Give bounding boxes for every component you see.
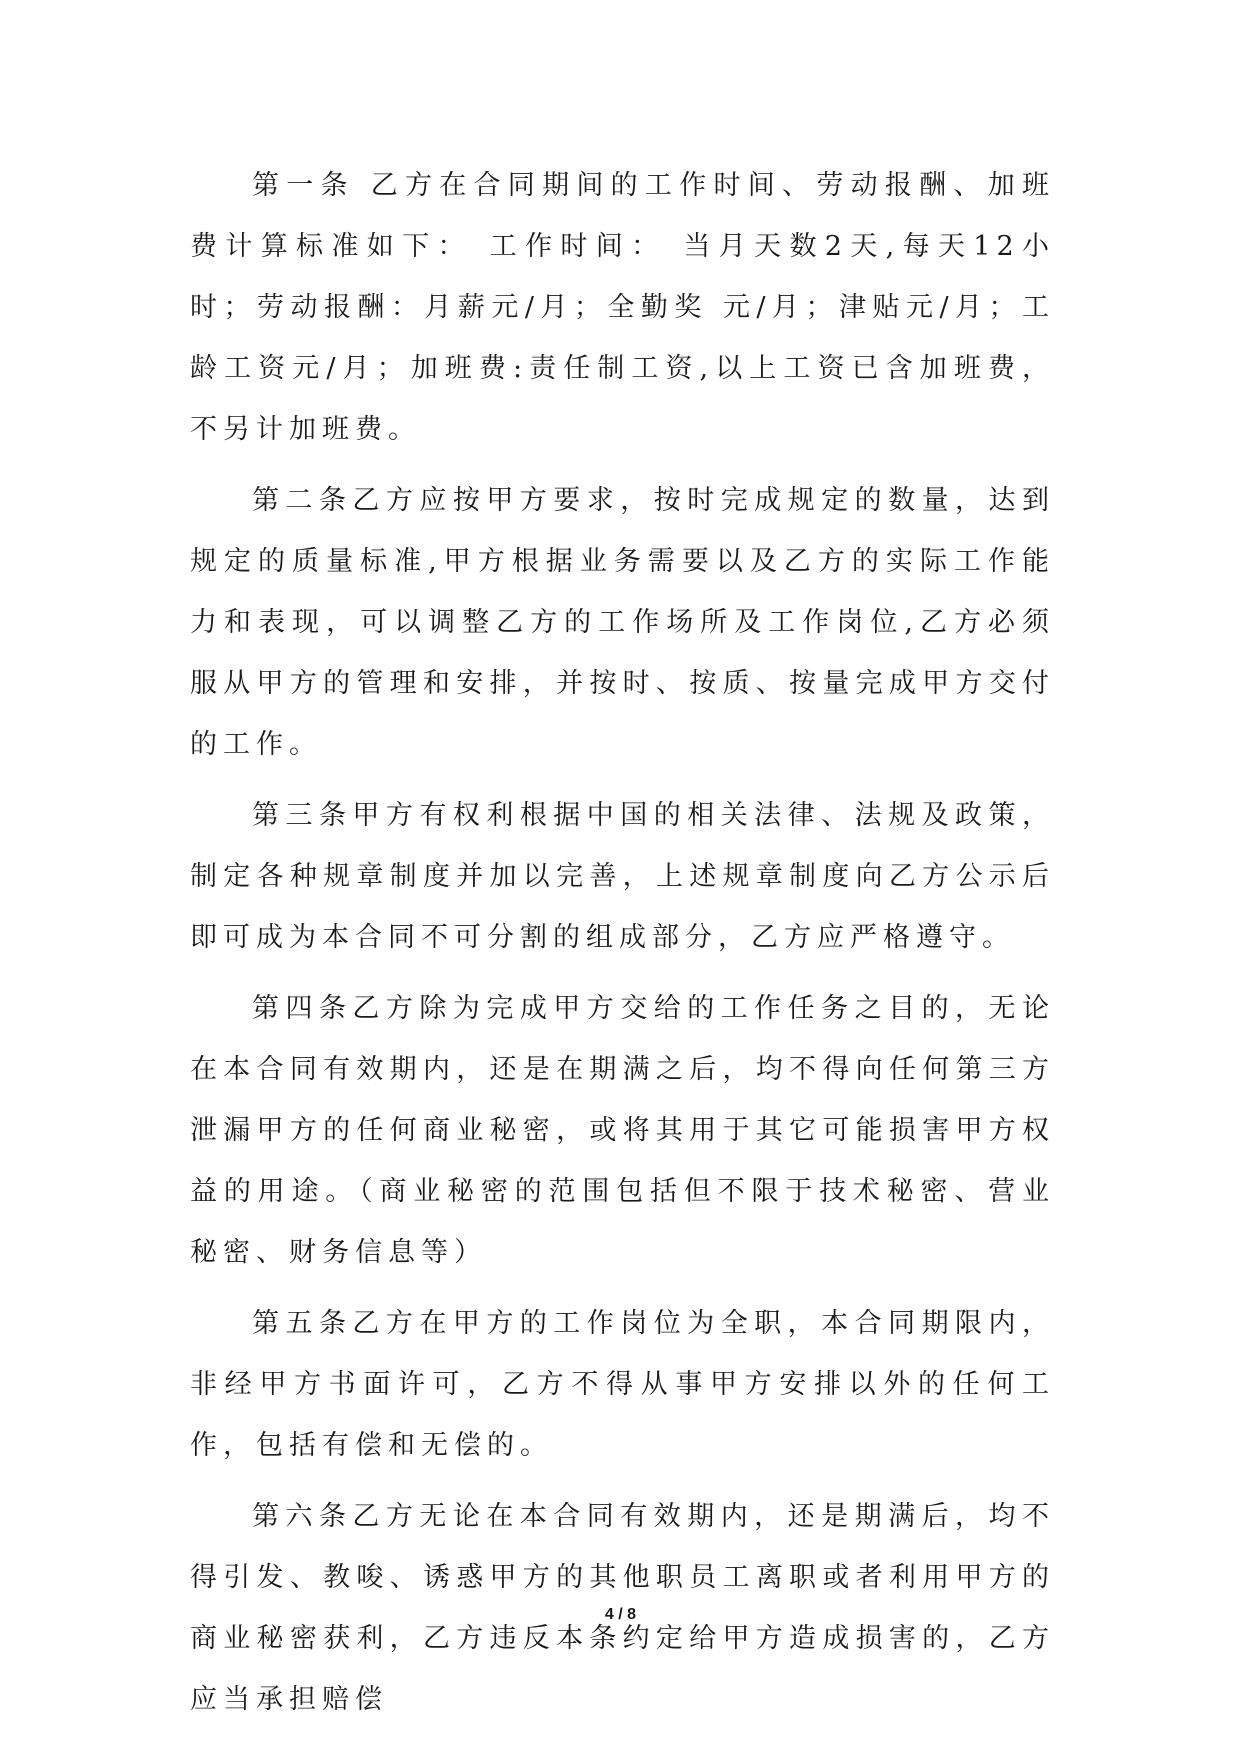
clause-6-paragraph: 第六条乙方无论在本合同有效期内，还是期满后，均不得引发、教唆、诱惑甲方的其他职员工离职或者利用甲方的商业秘密获利，乙方违反本条约定给甲方造成损害的，乙方应当承担赔偿 — [190, 1501, 1055, 1715]
clause-5-paragraph: 第五条乙方在甲方的工作岗位为全职，本合同期限内，非经甲方书面许可，乙方不得从事甲方安排以外的任何工作，包括有偿和无偿的。 — [190, 1308, 1055, 1461]
page-number: 4 / 8 — [604, 1606, 637, 1623]
contract-body — [190, 155, 1055, 1730]
clause-4-paragraph: 第四条乙方除为完成甲方交给的工作任务之目的，无论在本合同有效期内，还是在期满之后，均不得向任何第三方泄漏甲方的任何商业秘密，或将其用于其它可能损害甲方权益的用途。（商业秘密的范围包括但不限于技术秘密、营业秘密、财务信息等） — [190, 993, 1055, 1268]
clause-3-paragraph: 第三条甲方有权利根据中国的相关法律、法规及政策，制定各种规章制度并加以完善，上述规章制度向乙方公示后即可成为本合同不可分割的组成部分，乙方应严格遵守。 — [190, 800, 1055, 953]
clause-1-paragraph: 第一条 乙方在合同期间的工作时间、劳动报酬、加班费计算标准如下： 工作时间： 当月天数2天,每天12小时；劳动报酬：月薪元/月；全勤奖 元/月；津贴元/月；工龄工资元/月；加班费:责任制工资,以上工资已含加班费，不另计加班费。 — [190, 170, 1056, 445]
clause-2-paragraph: 第二条乙方应按甲方要求，按时完成规定的数量，达到规定的质量标准,甲方根据业务需要以及乙方的实际工作能力和表现，可以调整乙方的工作场所及工作岗位,乙方必须服从甲方的管理和安排，并按时、按质、按量完成甲方交付的工作。 — [190, 485, 1055, 760]
